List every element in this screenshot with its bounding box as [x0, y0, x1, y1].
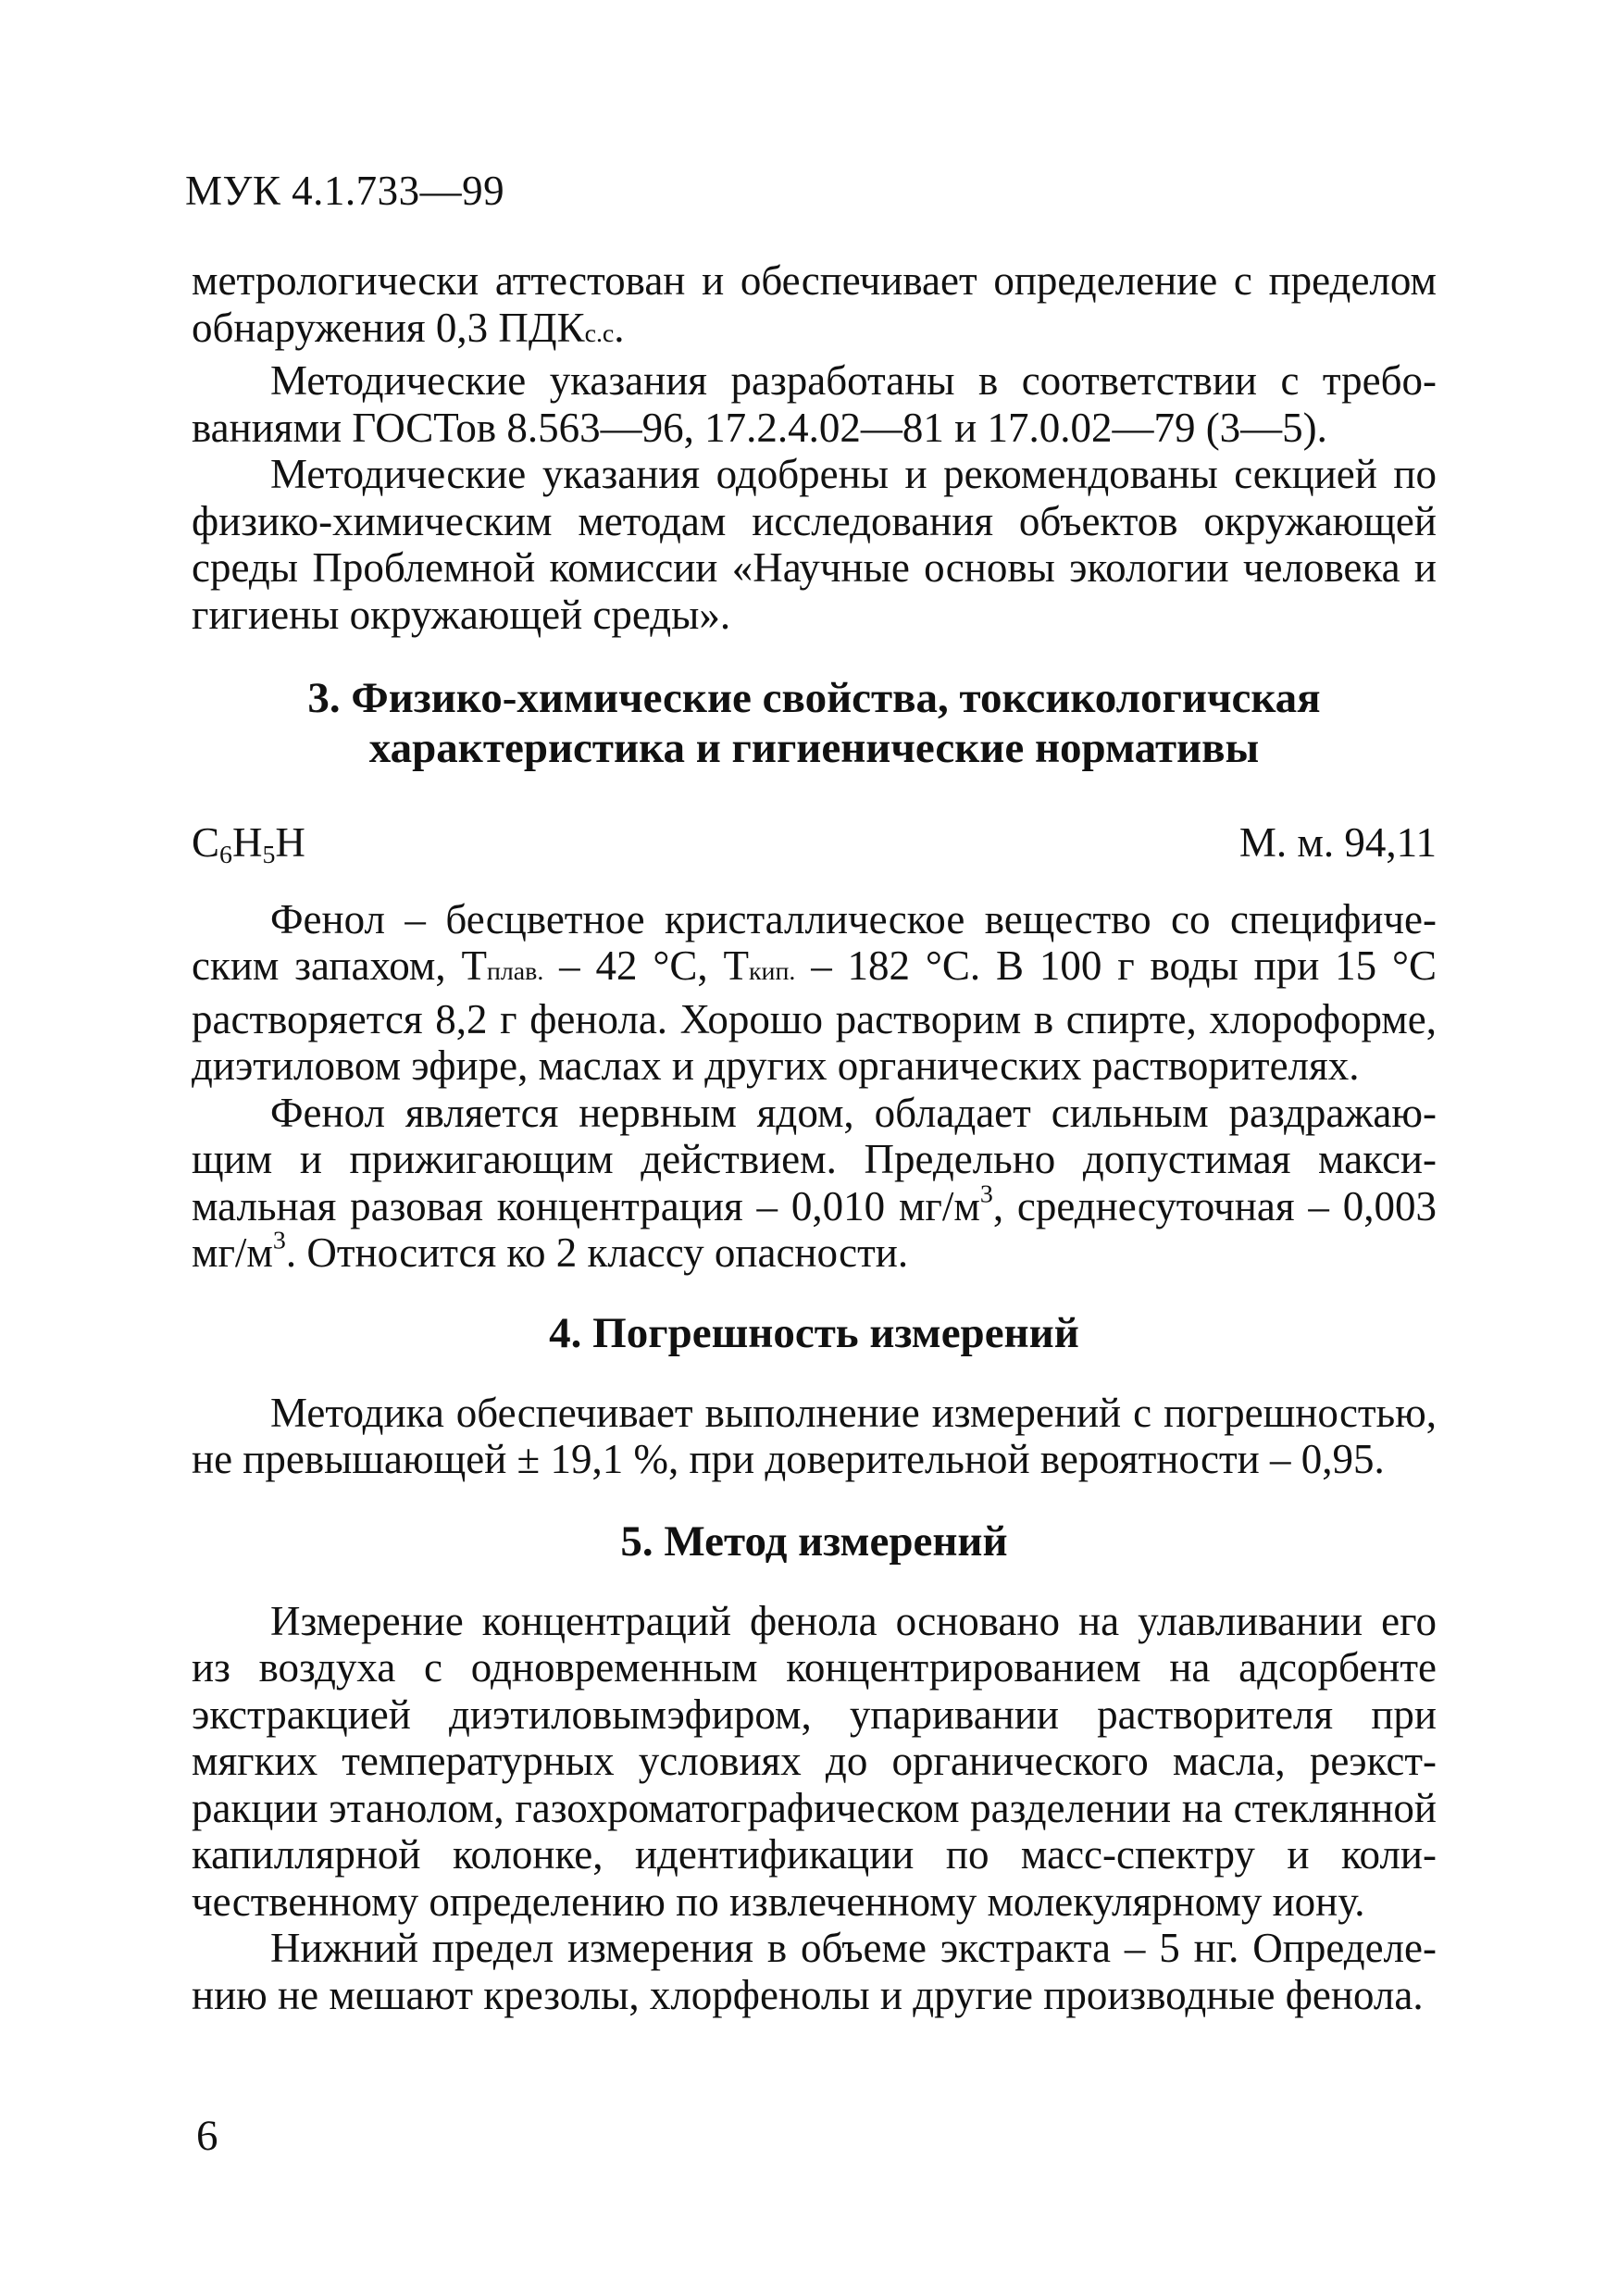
section-4-paragraph-1: Методика обеспечивает выполнение измерений с погрешностью, не превышающей ± 19,1 %, при доверительной вероятности – 0,95. [192, 1389, 1437, 1482]
section-5-heading: 5. Метод измерений [620, 1516, 1008, 1566]
intro-paragraph-2: Методические указания разработаны в соответствии с требованиями ГОСТов 8.563—96, 17.2.4.02—81 и 17.0.02—79 (3—5). [192, 357, 1437, 451]
section-4-heading: 4. Погрешность измерений [549, 1308, 1079, 1357]
formula-row [192, 819, 1437, 867]
page-number: 6 [196, 2112, 218, 2160]
section-5-paragraph-2: Нижний предел измерения в объеме экстракта – 5 нг. Определению не мешают крезолы, хлорфенолы и другие производные фенола. [192, 1925, 1437, 2018]
document-body [192, 257, 1437, 2018]
melting-temp-subscript: плав. [486, 957, 544, 986]
section-3-heading: 3. Физико-химические свойства, токсикологичская характеристика и гигиенические нормативы [307, 674, 1321, 772]
chemical-formula: $C_6H_5H$ [192, 819, 305, 869]
intro-paragraph-1: метрологически аттестован и обеспечивает определение с пределом обнаружения 0,3 ПДКс.с. [192, 257, 1437, 351]
section-3-paragraph-2: Фенол является нервным ядом, обладает сильным раздражающим и прижигающим действием. Предельно допустимая максимальная разовая концентрация – 0,010 $мг/м^3$, среднесуточная – 0,003 $мг/м^3$. Относится ко 2 классу опасности. [192, 1089, 1437, 1276]
document-header: МУК 4.1.733—99 [185, 168, 505, 214]
molar-mass: М. м. 94,11 [1238, 819, 1437, 866]
section-5-paragraph-1: Измерение концентраций фенола основано на улавливании его из воздуха с одновременным концентрированием на адсорбенте экстракцией диэтиловымэфиром, упаривании растворителя при мягких температурных условиях до органического масла, реэкстракции этанолом, газохроматографическом разделении на стеклянной капиллярной колонке, идентификации по масс-спектру и количественному определению по извлеченному молекулярному иону. [192, 1597, 1437, 1925]
section-3-paragraph-1: Фенол – бесцветное кристаллическое вещество со специфическим запахом, Тплав. – 42 °С, Ткип. – 182 °С. В 100 г воды при 15 °С растворяется 8,2 г фенола. Хорошо растворим в спирте, хлороформе, диэтиловом эфире, маслах и других органических растворителях. [192, 895, 1437, 1089]
intro-paragraph-3: Методические указания одобрены и рекомендованы секцией по физико-химическим методам исследования объектов окружающей среды Проблемной комиссии «Научные основы экологии человека и гигиены окружающей среды». [192, 451, 1437, 638]
pdk-subscript: с.с [584, 318, 615, 348]
boiling-temp-subscript: кип. [748, 957, 796, 986]
